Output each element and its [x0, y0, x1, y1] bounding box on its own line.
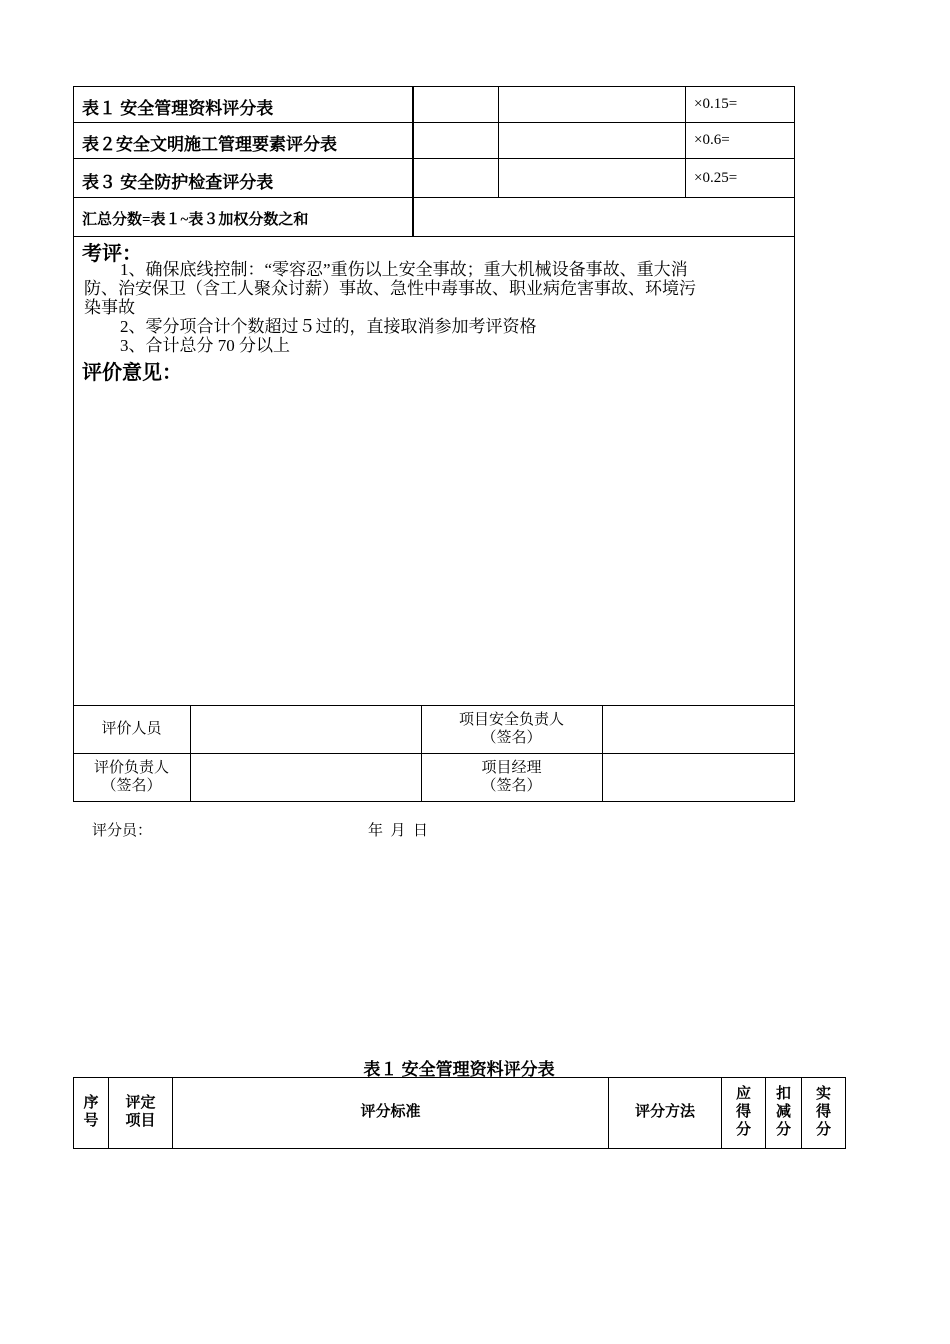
- project-manager-label: 项目经理: [481, 760, 542, 776]
- table1-title: 表１ 安全管理资料评分表: [363, 1060, 555, 1079]
- header-deduct-line-3: 分: [775, 1122, 791, 1138]
- table-border: [73, 801, 795, 802]
- header-seq-line-1: 序: [83, 1095, 99, 1111]
- multiplier-table1: ×0.15=: [694, 96, 738, 112]
- row-divider: [73, 705, 795, 706]
- date-label: 年 月 日: [368, 823, 429, 839]
- header-seq: [73, 1094, 109, 1130]
- header-actual-line-1: 实: [815, 1086, 831, 1102]
- row-label-table3: 表３ 安全防护检查评分表: [82, 173, 274, 192]
- header-deduct-line-2: 减: [775, 1104, 791, 1120]
- row-divider: [73, 122, 795, 123]
- project-safety-head-sign: （签名）: [481, 730, 542, 746]
- header-item-line-1: 评定: [125, 1095, 156, 1111]
- evaluation-head-label: 评价负责人: [93, 760, 169, 776]
- header-actual-score: [801, 1085, 846, 1139]
- header-should-score: [721, 1085, 766, 1139]
- header-item: [108, 1094, 173, 1130]
- evaluation-item-1-line-3: 染事故: [84, 298, 135, 317]
- table-border: [73, 86, 795, 87]
- header-should-line-3: 分: [735, 1122, 751, 1138]
- header-deduct-score: [765, 1085, 802, 1139]
- table-border: [794, 86, 795, 802]
- multiplier-table2: ×0.6=: [694, 132, 730, 148]
- table-border: [73, 1077, 846, 1078]
- evaluation-heading: 考评：: [82, 243, 142, 265]
- header-deduct-line-1: 扣: [775, 1086, 791, 1102]
- evaluation-head-sign: （签名）: [101, 778, 162, 794]
- row-divider: [73, 158, 795, 159]
- header-actual-line-3: 分: [815, 1122, 831, 1138]
- header-should-line-1: 应: [735, 1086, 751, 1102]
- header-method: 评分方法: [634, 1104, 695, 1120]
- row-label-table1: 表１ 安全管理资料评分表: [82, 99, 274, 118]
- col-divider: [602, 705, 603, 801]
- multiplier-table3: ×0.25=: [694, 170, 738, 186]
- row-label-table2: 表２安全文明施工管理要素评分表: [82, 135, 337, 154]
- evaluator-label: 评价人员: [101, 721, 162, 737]
- col-divider: [412, 86, 414, 236]
- table-border: [73, 86, 74, 802]
- evaluation-item-1-line-2: 防、治安保卫（含工人聚众讨薪）事故、急性中毒事故、职业病危害事故、环境污: [84, 279, 696, 298]
- header-actual-line-2: 得: [815, 1104, 831, 1120]
- header-should-line-2: 得: [735, 1104, 751, 1120]
- header-standard: 评分标准: [360, 1104, 421, 1120]
- scorer-label: 评分员：: [92, 823, 153, 839]
- row-divider: [73, 753, 795, 754]
- header-item-line-2: 项目: [125, 1113, 156, 1129]
- opinion-heading: 评价意见：: [82, 362, 182, 384]
- col-divider: [190, 705, 191, 801]
- project-safety-head-label: 项目安全负责人: [458, 712, 564, 728]
- header-seq-line-2: 号: [83, 1113, 99, 1129]
- col-divider: [685, 86, 686, 197]
- row-divider: [73, 236, 795, 237]
- col-divider: [498, 86, 499, 197]
- evaluation-item-2: 2、零分项合计个数超过５过的，直接取消参加考评资格: [120, 317, 537, 336]
- total-score-label: 汇总分数=表１~表３加权分数之和: [82, 212, 309, 228]
- evaluation-item-3: 3、合计总分 70 分以上: [120, 336, 290, 355]
- table-border: [73, 1148, 846, 1149]
- row-divider: [73, 197, 795, 198]
- project-manager-sign: （签名）: [481, 778, 542, 794]
- evaluation-item-1-line-1: 1、确保底线控制：“零容忍”重伤以上安全事故；重大机械设备事故、重大消: [120, 260, 688, 279]
